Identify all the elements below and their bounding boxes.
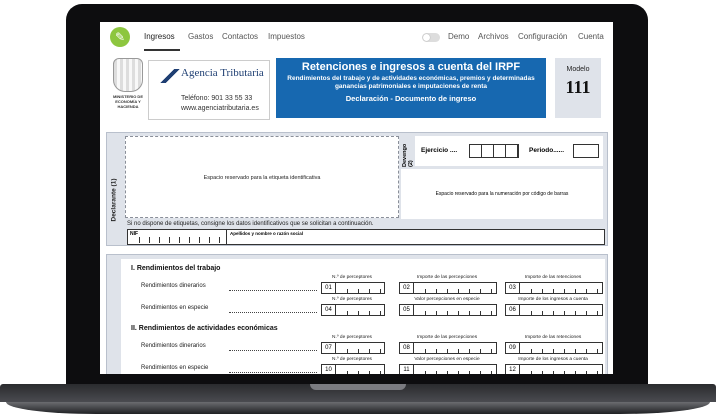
- nav-ingresos[interactable]: Ingresos: [144, 32, 175, 41]
- nif-divider: [226, 230, 227, 244]
- column-header: N.º de perceptores: [332, 335, 372, 340]
- column-header: N.º de perceptores: [332, 275, 372, 280]
- leader-dots: [229, 289, 317, 291]
- nav-impuestos[interactable]: Impuestos: [268, 32, 305, 41]
- column-header: Valor percepciones en especie: [414, 357, 480, 362]
- box-code: 04: [322, 305, 336, 315]
- column-header: Importe de los ingresos a cuenta: [518, 357, 588, 362]
- box-code: 09: [506, 343, 520, 353]
- nif-label: NIF: [130, 231, 139, 237]
- column-header: Importe de las retenciones: [524, 335, 582, 340]
- digit-ticks: [415, 289, 496, 293]
- amount-input[interactable]: [505, 342, 603, 354]
- etiqueta-area: [125, 136, 399, 218]
- declarante-label-text: Declarante (1): [110, 178, 118, 222]
- box-code: 01: [322, 283, 336, 293]
- digit-ticks: [337, 311, 384, 315]
- app-screen: [100, 22, 613, 374]
- box-code: 08: [400, 343, 414, 353]
- devengo-side-label: [401, 136, 415, 166]
- nif-input[interactable]: [130, 237, 224, 243]
- ministry-emblem: [108, 58, 148, 109]
- digit-ticks: [415, 311, 496, 315]
- digit-ticks: [337, 371, 384, 374]
- box-code: 02: [400, 283, 414, 293]
- column-header: Importe de las percepciones: [416, 335, 478, 340]
- leader-dots: [229, 349, 317, 351]
- nav-configuracion[interactable]: Configuración: [518, 32, 568, 41]
- box-code: 06: [506, 305, 520, 315]
- demo-label: Demo: [448, 32, 470, 41]
- base-bottom: [6, 402, 710, 414]
- modelo-111-form: [100, 52, 613, 374]
- ejercicio-input[interactable]: [469, 144, 519, 158]
- amount-input[interactable]: [505, 364, 603, 374]
- periodo-label: Periodo......: [529, 147, 565, 154]
- ejercicio-label: Ejercicio ....: [421, 147, 458, 154]
- digit-ticks: [521, 311, 602, 315]
- nav-gastos[interactable]: Gastos: [188, 32, 214, 41]
- section-title: I. Rendimientos del trabajo: [131, 265, 221, 272]
- amount-input[interactable]: [399, 282, 497, 294]
- row-label: Rendimientos en especie: [141, 305, 209, 311]
- amount-input[interactable]: [321, 282, 385, 294]
- nav-cuenta[interactable]: Cuenta: [578, 32, 604, 41]
- agency-phone: Teléfono: 901 33 55 33: [181, 95, 253, 102]
- modelo-number: 111: [565, 77, 591, 97]
- modelo-box: [555, 58, 601, 118]
- devengo-box: [401, 136, 603, 166]
- digit-ticks: [521, 349, 602, 353]
- digit-ticks: [415, 371, 496, 374]
- agency-box: [148, 60, 270, 120]
- amount-input[interactable]: [321, 342, 385, 354]
- laptop-base: [0, 384, 716, 414]
- nav-archivos[interactable]: Archivos: [478, 32, 509, 41]
- amount-input[interactable]: [505, 304, 603, 316]
- column-header: Valor percepciones en especie: [414, 297, 480, 302]
- app-logo-icon[interactable]: ✎: [110, 27, 130, 47]
- liquidacion-section: [106, 254, 608, 374]
- form-subtitle: Rendimientos del trabajo y de actividades económicas, premios y determinadas ganancias patrimoniales e imputaciones de renta: [287, 75, 535, 90]
- column-header: Importe de los ingresos a cuenta: [518, 297, 588, 302]
- row-label: Rendimientos dinerarios: [141, 283, 206, 289]
- nav-contactos[interactable]: Contactos: [222, 32, 259, 41]
- nif-row: [127, 229, 605, 245]
- box-code: 05: [400, 305, 414, 315]
- amount-input[interactable]: [399, 342, 497, 354]
- digit-ticks: [337, 349, 384, 353]
- base-top: [0, 384, 716, 402]
- digit-ticks: [337, 289, 384, 293]
- declarante-side-label: [107, 133, 121, 245]
- amount-input[interactable]: [399, 304, 497, 316]
- amount-input[interactable]: [321, 304, 385, 316]
- coat-of-arms-icon: [113, 58, 143, 92]
- leader-dots: [229, 371, 317, 373]
- amount-input[interactable]: [505, 282, 603, 294]
- box-code: 03: [506, 283, 520, 293]
- liquidacion-inner: [121, 259, 605, 374]
- form-doc-type: Declaración - Documento de ingreso: [345, 94, 477, 103]
- form-title-box: [276, 58, 546, 118]
- digit-ticks: [521, 289, 602, 293]
- column-header: N.º de perceptores: [332, 297, 372, 302]
- top-nav: [100, 22, 613, 53]
- box-code: 12: [506, 365, 520, 374]
- column-header: Importe de las retenciones: [524, 275, 582, 280]
- barcode-text: Espacio reservado para la numeración por código de barras: [435, 191, 569, 197]
- form-title: Retenciones e ingresos a cuenta del IRPF: [301, 61, 521, 73]
- box-code: 07: [322, 343, 336, 353]
- leader-dots: [229, 311, 317, 313]
- row-label: Rendimientos dinerarios: [141, 343, 206, 349]
- column-header: Importe de las percepciones: [416, 275, 478, 280]
- row-label: Rendimientos en especie: [141, 365, 209, 371]
- amount-input[interactable]: [399, 364, 497, 374]
- ministry-name: MINISTERIO DE ECONOMÍA Y HACIENDA: [112, 94, 143, 109]
- etiqueta-text: Espacio reservado para la etiqueta identificativa: [203, 175, 321, 181]
- nav-active-indicator: [144, 49, 180, 51]
- apellidos-label: Apellidos y nombre o razón social: [230, 231, 304, 236]
- box-code: 10: [322, 365, 336, 374]
- amount-input[interactable]: [321, 364, 385, 374]
- no-etiqueta-instructions: Si no dispone de etiquetas, consigne los datos identificativos que se solicitan a continuación.: [127, 221, 374, 227]
- base-notch: [310, 384, 406, 390]
- devengo-label-text: Devengo (2): [402, 143, 414, 167]
- agency-name: Agencia Tributaria: [181, 67, 264, 79]
- barcode-area: [401, 169, 603, 219]
- agency-web: www.agenciatributaria.es: [181, 105, 259, 112]
- column-header: N.º de perceptores: [332, 357, 372, 362]
- declarante-section: [106, 132, 608, 246]
- periodo-input[interactable]: [573, 144, 599, 158]
- box-code: 11: [400, 365, 414, 374]
- demo-toggle[interactable]: [422, 33, 440, 42]
- section-title: II. Rendimientos de actividades económicas: [131, 325, 278, 332]
- modelo-label: Modelo: [566, 66, 590, 73]
- digit-ticks: [415, 349, 496, 353]
- digit-ticks: [521, 371, 602, 374]
- agency-logo-icon: [157, 69, 181, 83]
